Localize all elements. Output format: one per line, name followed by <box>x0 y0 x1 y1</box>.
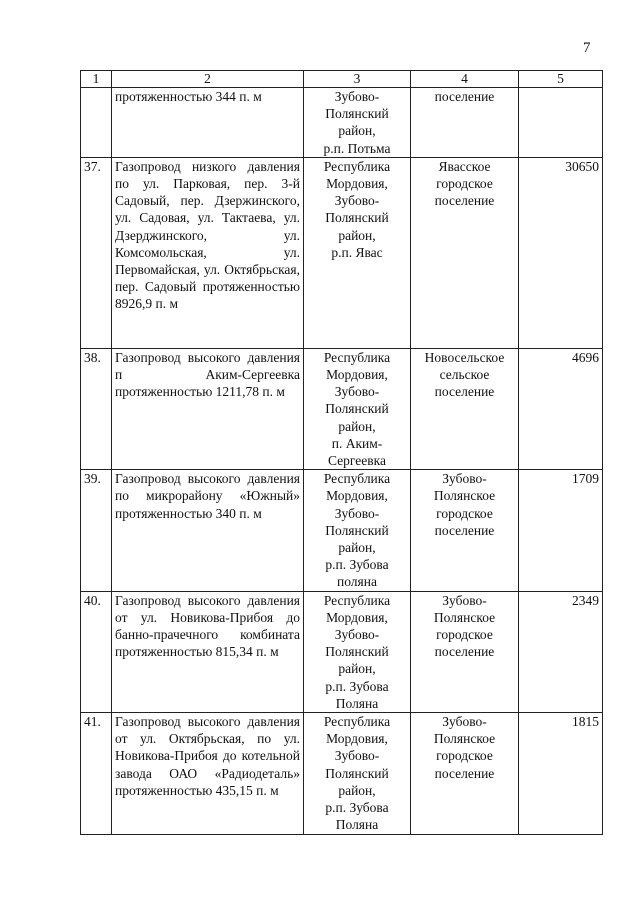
settlement-name <box>411 470 519 591</box>
settlement-line: Зубово- <box>442 471 487 487</box>
settlement-line: Полянское <box>433 609 496 625</box>
location-line: район, <box>338 782 376 798</box>
location-line: Поляна <box>335 817 379 833</box>
column-header-4: 4 <box>411 71 519 88</box>
location-line: Республика <box>323 714 391 730</box>
location-line: Полянский <box>325 401 389 417</box>
location-line: Зубово- <box>334 193 380 209</box>
page-number: 7 <box>583 40 591 56</box>
location-line: район, <box>338 540 376 556</box>
table-row <box>81 591 603 712</box>
location-line: Полянский <box>325 644 389 660</box>
object-location <box>304 713 411 834</box>
settlement-line: поселение <box>434 89 495 104</box>
object-location <box>304 348 411 469</box>
object-description: Газопровод высокого давления по микрорайону «Южный» протяженностью 340 п. м <box>112 470 304 591</box>
object-description: Газопровод высокого давления от ул. Новикова-Прибоя до банно-прачечного комбината протяженностью 815,34 п. м <box>112 591 304 712</box>
location-line: район, <box>338 418 376 434</box>
settlement-line: Полянское <box>433 731 496 747</box>
location-line: п. Аким- <box>331 435 383 451</box>
object-value: 1709 <box>519 470 603 591</box>
object-description: Газопровод низкого давления по ул. Парковая, пер. 3-й Садовый, пер. Дзержинского, ул. Садовая, ул. Тактаева, ул. Дзерджинского, ул. Комсомольская, ул. Первомайская, ул. Октябрьская, пер. Садовый протяженностью 8926,9 п. м <box>112 157 304 348</box>
location-line: Мордовия, <box>326 367 388 383</box>
column-header-1: 1 <box>81 71 112 88</box>
location-line: Полянский <box>325 106 389 122</box>
location-line: Республика <box>323 158 391 174</box>
object-description: Газопровод высокого давления от ул. Октябрьская, по ул. Новикова-Прибоя до котельной завода ОАО «Радиодеталь» протяженностью 435,15 п. м <box>112 713 304 834</box>
settlement-line: поселение <box>434 522 495 538</box>
settlement-name <box>411 88 519 158</box>
location-line: Полянский <box>325 210 389 226</box>
column-header-2: 2 <box>112 71 304 88</box>
location-line: поляна <box>337 574 377 590</box>
object-location <box>304 470 411 591</box>
location-line: Мордовия, <box>326 488 388 504</box>
settlement-line: Зубово- <box>442 592 487 608</box>
settlement-name <box>411 713 519 834</box>
settlement-line: поселение <box>434 644 495 660</box>
object-location <box>304 88 411 158</box>
location-line: р.п. Явас <box>331 244 383 260</box>
location-line: Республика <box>323 471 391 487</box>
location-line: Зубово- <box>334 505 380 521</box>
table-row <box>81 348 603 469</box>
object-description: Газопровод высокого давления п Аким-Сергеевка протяженностью 1211,78 п. м <box>112 348 304 469</box>
row-number: 39. <box>81 470 112 591</box>
object-location <box>304 157 411 348</box>
location-line: Сергеевка <box>328 453 386 469</box>
row-number <box>81 88 112 158</box>
object-value <box>519 88 603 158</box>
location-line: район, <box>338 661 376 677</box>
settlement-line: Полянское <box>433 488 496 504</box>
table-row <box>81 88 603 158</box>
settlement-line: поселение <box>434 384 495 400</box>
location-line: Зубово- <box>334 384 380 400</box>
settlement-line: городское <box>436 505 493 521</box>
object-value: 2349 <box>519 591 603 712</box>
settlement-line: городское <box>436 176 493 192</box>
object-value: 4696 <box>519 348 603 469</box>
registry-table <box>80 70 603 835</box>
table-row <box>81 470 603 591</box>
location-line: р.п. Потьма <box>323 140 391 156</box>
settlement-name <box>411 348 519 469</box>
settlement-line: городское <box>436 627 493 643</box>
settlement-line: сельское <box>439 367 490 383</box>
row-number: 41. <box>81 713 112 834</box>
object-location <box>304 591 411 712</box>
settlement-line: Новосельское <box>424 349 505 365</box>
table-header-row <box>81 71 603 88</box>
settlement-name <box>411 591 519 712</box>
location-line: Полянский <box>325 522 389 538</box>
object-value: 30650 <box>519 157 603 348</box>
object-value: 1815 <box>519 713 603 834</box>
location-line: Мордовия, <box>326 609 388 625</box>
settlement-line: городское <box>436 748 493 764</box>
table-row <box>81 157 603 348</box>
location-line: Поляна <box>335 695 379 711</box>
table-body <box>81 88 603 835</box>
settlement-line: поселение <box>434 193 495 209</box>
location-line: Полянский <box>325 765 389 781</box>
location-line: р.п. Зубова <box>325 678 389 694</box>
location-line: Зубово- <box>334 89 380 104</box>
location-line: Республика <box>323 349 391 365</box>
settlement-line: поселение <box>434 765 495 781</box>
settlement-line: Зубово- <box>442 714 487 730</box>
object-description: протяженностью 344 п. м <box>112 88 304 158</box>
location-line: р.п. Зубова <box>325 800 389 816</box>
row-number: 40. <box>81 591 112 712</box>
settlement-line: Явасское <box>438 158 491 174</box>
table-row <box>81 713 603 834</box>
location-line: район, <box>338 227 376 243</box>
column-header-5: 5 <box>519 71 603 88</box>
location-line: Зубово- <box>334 748 380 764</box>
location-line: р.п. Зубова <box>325 557 389 573</box>
location-line: район, <box>338 123 376 139</box>
row-number: 38. <box>81 348 112 469</box>
row-number: 37. <box>81 157 112 348</box>
location-line: Республика <box>323 592 391 608</box>
location-line: Мордовия, <box>326 176 388 192</box>
column-header-3: 3 <box>304 71 411 88</box>
settlement-name <box>411 157 519 348</box>
location-line: Зубово- <box>334 627 380 643</box>
location-line: Мордовия, <box>326 731 388 747</box>
